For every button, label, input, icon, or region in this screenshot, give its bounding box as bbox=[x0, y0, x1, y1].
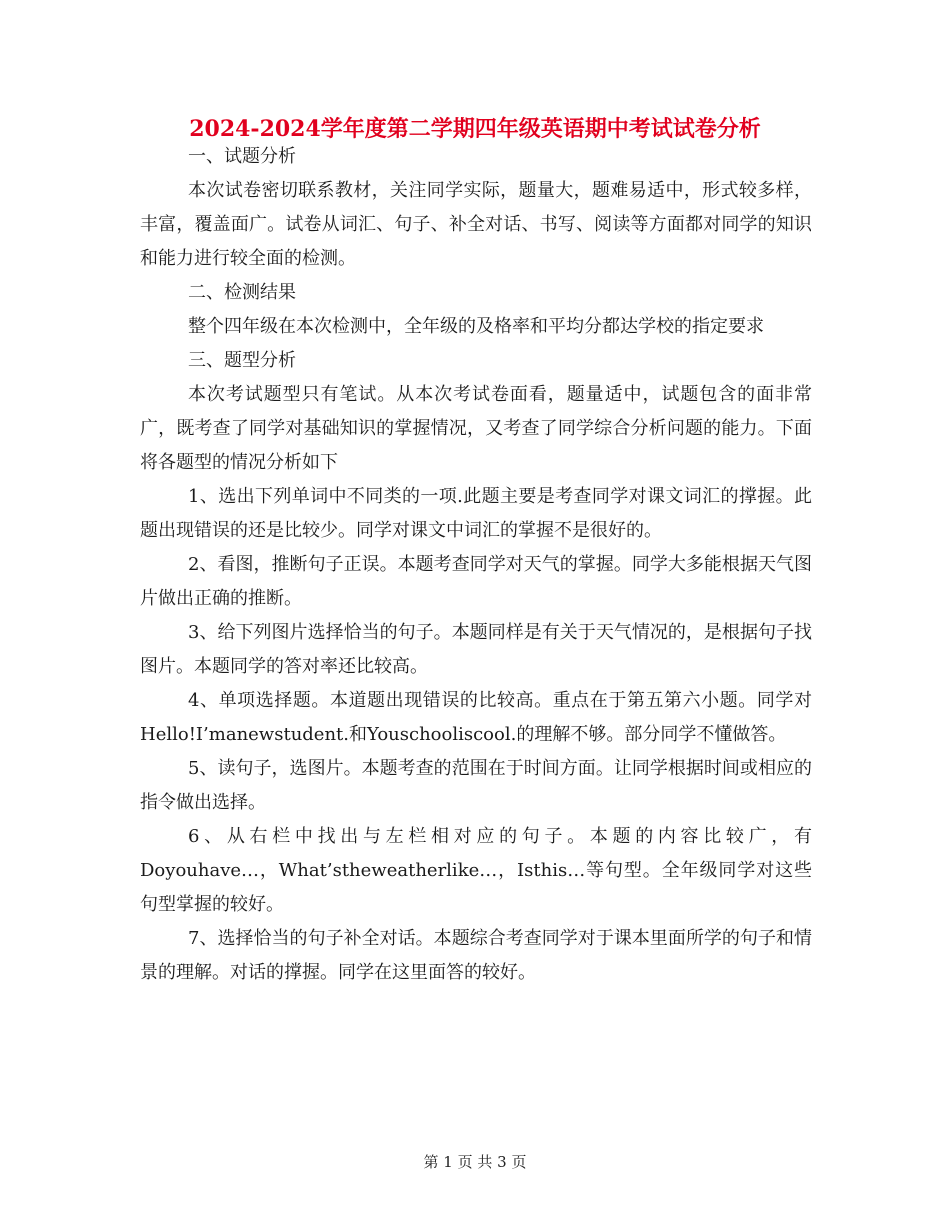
list-item: 6、从右栏中找出与左栏相对应的句子。本题的内容比较广，有Doyouhave…，What’stheweatherlike…，Isthis…等句型。全年级同学对这些句型掌握的较好。 bbox=[140, 826, 812, 915]
page-footer: 第 1 页 共 3 页 bbox=[423, 1153, 527, 1171]
page-title: 2024-2024学年度第二学期四年级英语期中考试试卷分析 bbox=[189, 116, 761, 142]
list-item: 2、看图，推断句子正误。本题考查同学对天气的掌握。同学大多能根据天气图片做出正确的推断。 bbox=[140, 554, 812, 609]
list-item: 3、给下列图片选择恰当的句子。本题同样是有关于天气情况的，是根据句子找图片。本题同学的答对率还比较高。 bbox=[140, 622, 812, 677]
document-body bbox=[140, 140, 812, 990]
section-heading-2: 二、检测结果 bbox=[188, 282, 296, 303]
paragraph-question-types: 本次考试题型只有笔试。从本次考试卷面看，题量适中，试题包含的面非常广，既考查了同学对基础知识的掌握情况，又考查了同学综合分析问题的能力。下面将各题型的情况分析如下 bbox=[140, 384, 812, 473]
list-item: 4、单项选择题。本道题出现错误的比较高。重点在于第五第六小题。同学对Hello!I’manewstudent.和Youschooliscool.的理解不够。部分同学不懂做答。 bbox=[140, 690, 812, 745]
list-item: 5、读句子，选图片。本题考查的范围在于时间方面。让同学根据时间或相应的指令做出选择。 bbox=[140, 758, 812, 813]
paragraph-results: 整个四年级在本次检测中，全年级的及格率和平均分都达学校的指定要求 bbox=[188, 316, 764, 337]
paragraph-test-analysis: 本次试卷密切联系教材，关注同学实际，题量大，题难易适中，形式较多样，丰富，覆盖面广。试卷从词汇、句子、补全对话、书写、阅读等方面都对同学的知识和能力进行较全面的检测。 bbox=[140, 180, 812, 269]
list-item: 7、选择恰当的句子补全对话。本题综合考查同学对于课本里面所学的句子和情景的理解。对话的撑握。同学在这里面答的较好。 bbox=[140, 928, 812, 983]
section-heading-3: 三、题型分析 bbox=[188, 350, 296, 371]
list-item: 1、选出下列单词中不同类的一项.此题主要是考查同学对课文词汇的撑握。此题出现错误的还是比较少。同学对课文中词汇的掌握不是很好的。 bbox=[140, 486, 812, 541]
section-heading-1: 一、试题分析 bbox=[188, 146, 296, 167]
